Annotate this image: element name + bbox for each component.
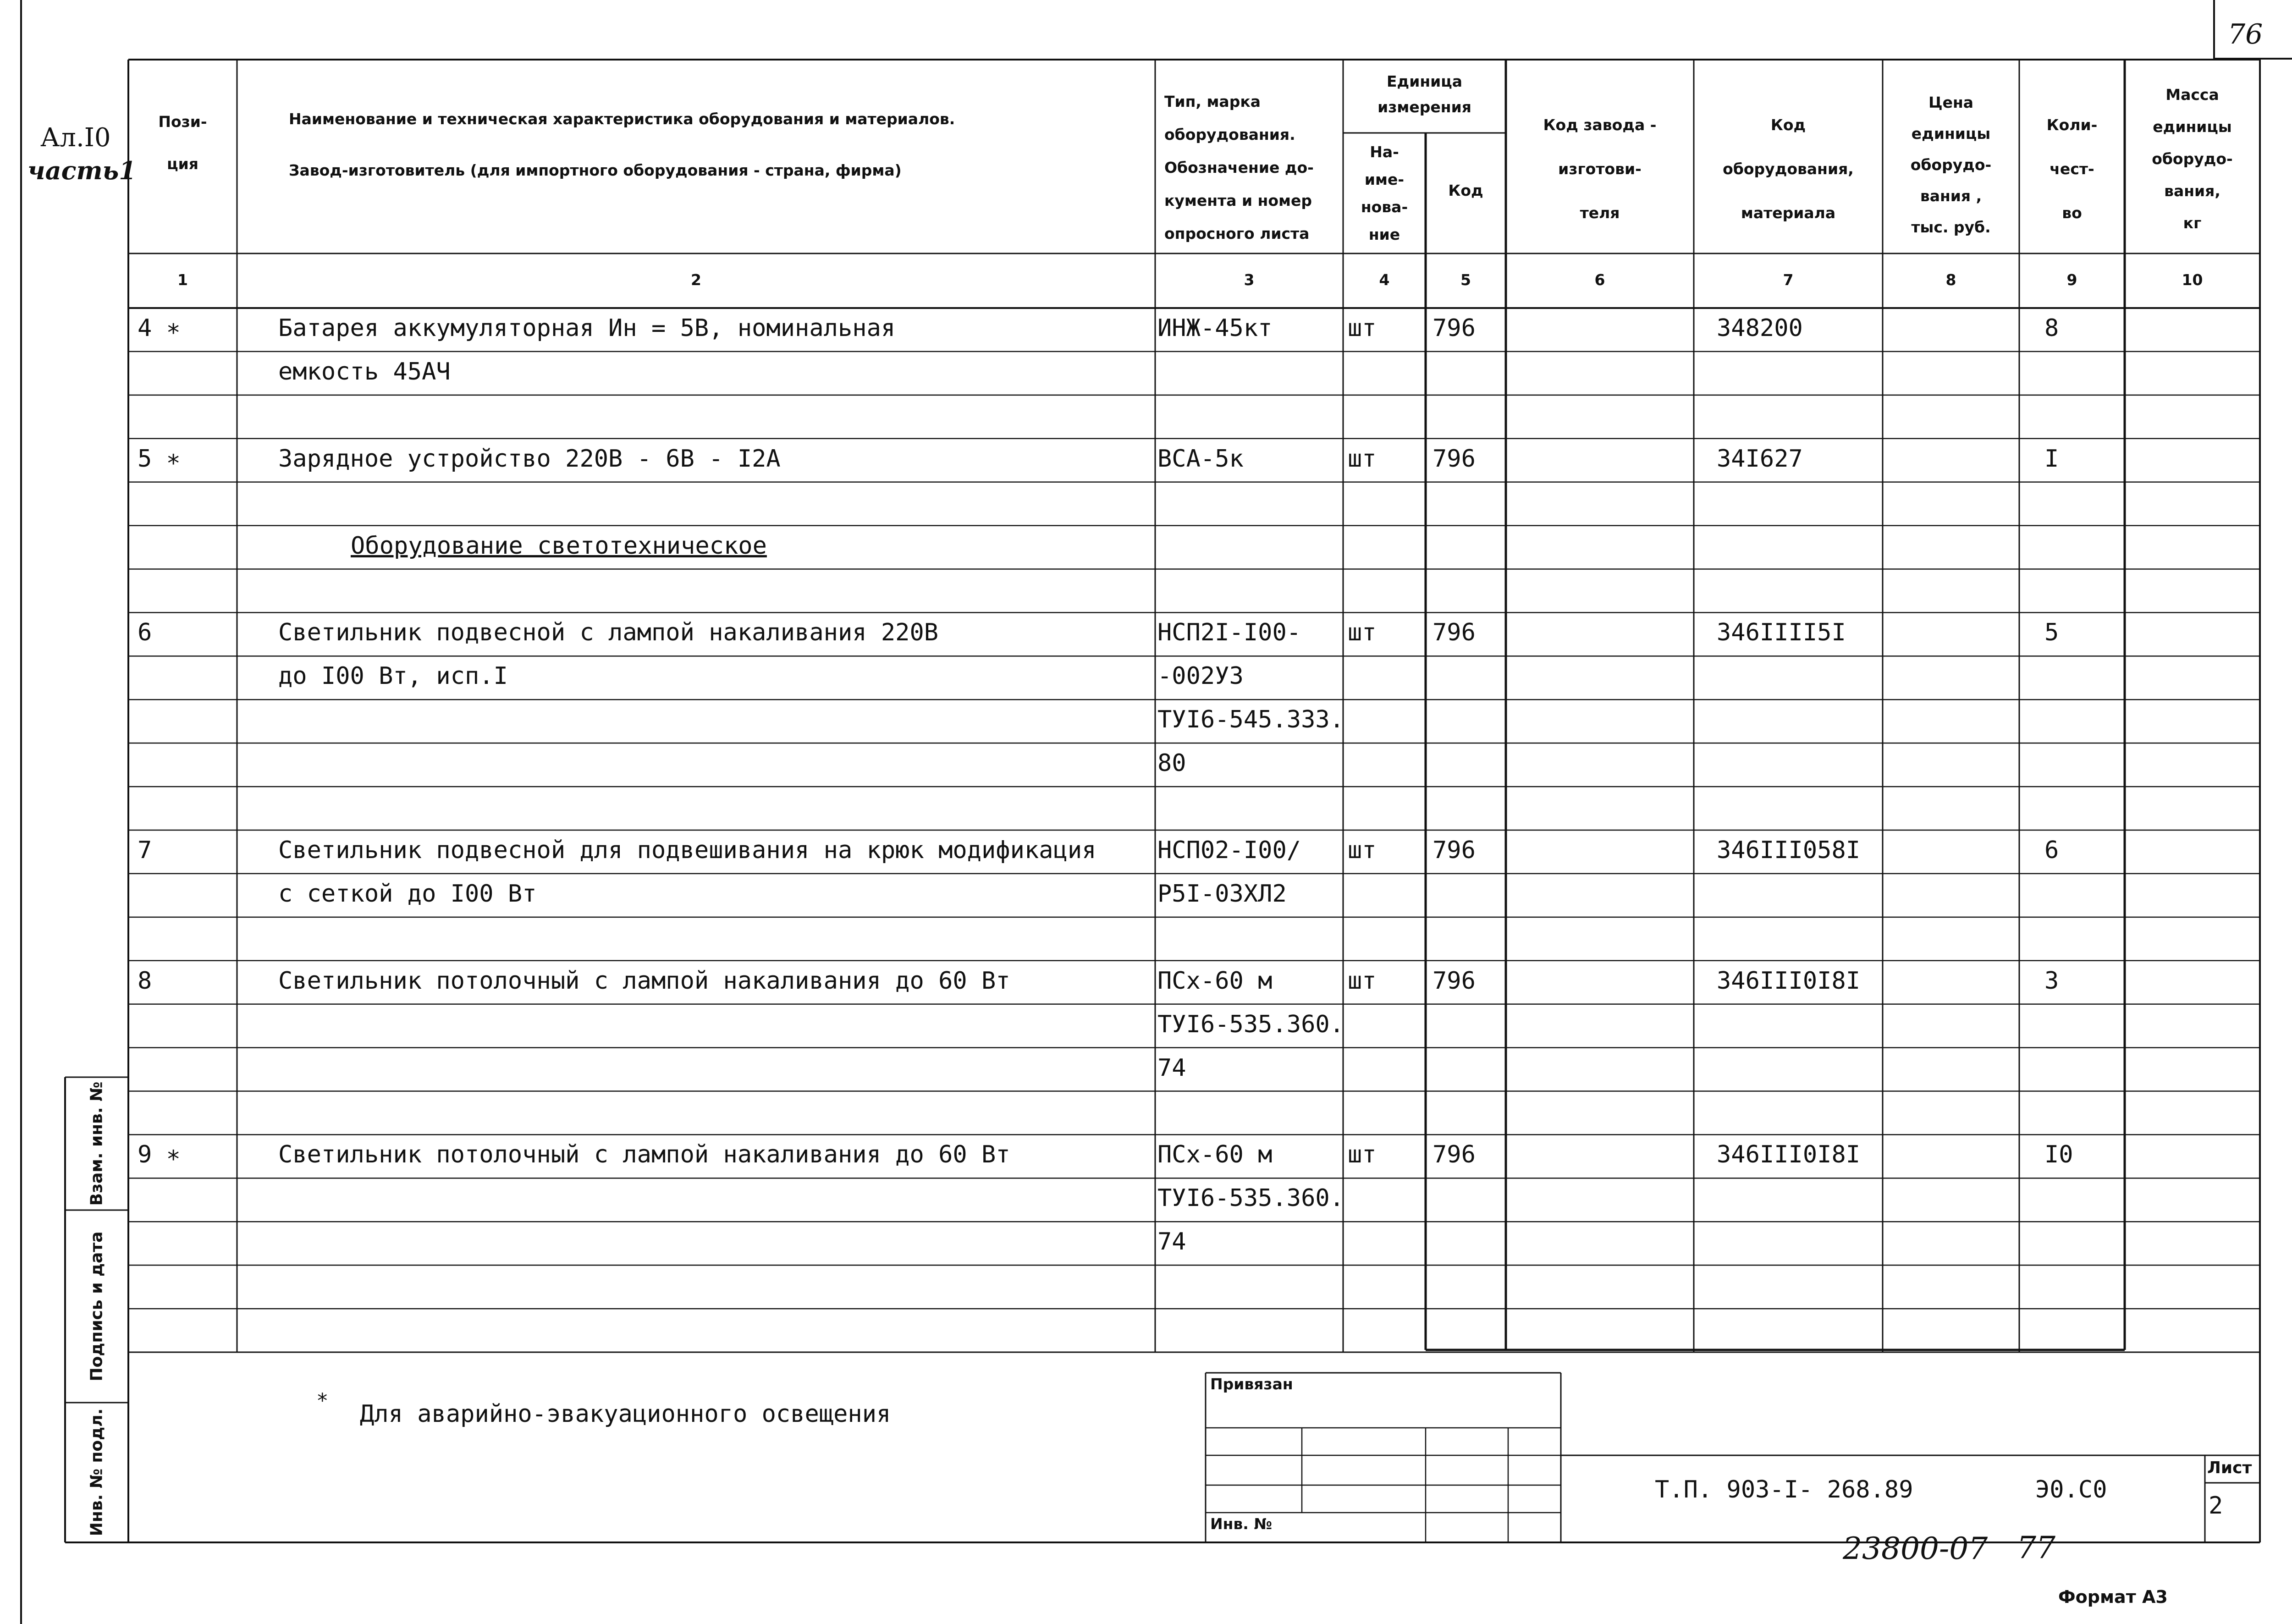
cell-item-name: Оборудование светотехническое [351, 532, 767, 560]
document-code: Т.П. 903-I- 268.89 [1655, 1476, 1913, 1503]
table-row [0, 874, 2292, 917]
cell-unit-name: шт [1348, 619, 1377, 647]
cell-type-mark: 74 [1157, 1228, 1186, 1256]
cell-type-mark: ТУI6-535.360. [1157, 1184, 1344, 1212]
header-price: Цена единицы оборудо- вания , тыс. руб. [1910, 94, 1992, 236]
column-number-7: 7 [1783, 271, 1794, 289]
cell-unit-code: 796 [1432, 619, 1476, 647]
header-name-line1: Наименование и техническая характеристика оборудования и материалов. [289, 110, 955, 128]
sheet-label: Лист [2207, 1459, 2252, 1477]
title-block-inv-no: Инв. № [1210, 1515, 1273, 1533]
table-row [0, 612, 2292, 656]
table-row [0, 308, 2292, 352]
cell-item-name: Светильник подвесной с лампой накаливания 220В [278, 619, 939, 647]
cell-position: 9 ∗ [138, 1141, 181, 1169]
document-suffix: Э0.С0 [2035, 1476, 2107, 1503]
cell-quantity: I [2044, 445, 2059, 473]
header-unit-name: На- име- нова- ние [1361, 143, 1408, 243]
stamp-replaced-inv: Взам. инв. № [87, 1081, 106, 1206]
cell-unit-name: шт [1348, 445, 1377, 473]
cell-position: 8 [138, 967, 152, 995]
cell-equipment-code: 346III0I8I [1717, 1141, 1861, 1169]
column-number-10: 10 [2182, 271, 2203, 289]
cell-type-mark: ИНЖ-45кт [1157, 314, 1273, 342]
cell-position: 7 [138, 837, 152, 864]
cell-unit-code: 796 [1432, 967, 1476, 995]
cell-unit-code: 796 [1432, 837, 1476, 864]
cell-type-mark: ТУI6-535.360. [1157, 1010, 1344, 1038]
cell-item-name: с сеткой до I00 Вт [278, 880, 537, 908]
cell-type-mark: 80 [1157, 749, 1186, 777]
sheet-value: 2 [2209, 1492, 2223, 1519]
table-row [0, 526, 2292, 569]
table-row [0, 1178, 2292, 1222]
cell-position: 5 ∗ [138, 445, 181, 473]
cell-unit-name: шт [1348, 1141, 1377, 1169]
table-row [0, 1004, 2292, 1048]
cell-type-mark: НСП02-I00/ [1157, 837, 1301, 864]
archive-number: 23800-07 [1843, 1531, 1988, 1566]
header-factory-code: Код завода - изготови- теля [1543, 116, 1657, 222]
cell-type-mark: ТУI6-545.333. [1157, 706, 1344, 734]
column-number-3: 3 [1244, 271, 1255, 289]
table-row [0, 961, 2292, 1004]
column-number-5: 5 [1460, 271, 1471, 289]
column-number-2: 2 [691, 271, 701, 289]
stamp-signature-date: Подпись и дата [87, 1231, 106, 1382]
table-row [0, 1134, 2292, 1178]
table-row [0, 1048, 2292, 1091]
cell-position: 4 ∗ [138, 314, 181, 342]
table-row [0, 439, 2292, 482]
table-row [0, 1091, 2292, 1135]
header-unit-group: Единица измерения [1377, 72, 1471, 116]
cell-type-mark: 74 [1157, 1054, 1186, 1082]
format-label: Формат А3 [2058, 1587, 2168, 1607]
cell-unit-name: шт [1348, 837, 1377, 864]
header-mass: Масса единицы оборудо- вания, кг [2152, 86, 2233, 232]
cell-type-mark: -002У3 [1157, 662, 1244, 690]
cell-quantity: 8 [2044, 314, 2059, 342]
column-number-6: 6 [1594, 271, 1605, 289]
sheet-number: 76 [2228, 18, 2263, 50]
table-row [0, 395, 2292, 439]
table-row [0, 743, 2292, 787]
cell-unit-code: 796 [1432, 314, 1476, 342]
table-row [0, 1265, 2292, 1309]
cell-item-name: Светильник потолочный с лампой накаливания до 60 Вт [278, 1141, 1010, 1169]
archive-page: 77 [2017, 1530, 2055, 1565]
header-position: Пози- ция [158, 113, 207, 173]
footnote-text: Для аварийно-эвакуационного освещения [360, 1400, 891, 1428]
cell-type-mark: ВСА-5к [1157, 445, 1244, 473]
part-label: часть1 [28, 156, 136, 185]
cell-equipment-code: 346III0I8I [1717, 967, 1861, 995]
header-equipment-code: Код оборудования, материала [1723, 116, 1854, 222]
table-row [0, 656, 2292, 699]
cell-equipment-code: 346III058I [1717, 837, 1861, 864]
cell-item-name: Зарядное устройство 220В - 6В - I2А [278, 445, 781, 473]
table-row [0, 699, 2292, 743]
album-label: Ал.I0 [40, 123, 111, 153]
cell-equipment-code: 34I627 [1717, 445, 1803, 473]
table-row [0, 787, 2292, 830]
cell-quantity: 3 [2044, 967, 2059, 995]
cell-equipment-code: 346IIII5I [1717, 619, 1846, 647]
header-unit-code: Код [1448, 182, 1483, 199]
cell-type-mark: Р5I-03ХЛ2 [1157, 880, 1287, 908]
column-number-9: 9 [2066, 271, 2077, 289]
column-number-1: 1 [177, 271, 188, 289]
cell-quantity: 5 [2044, 619, 2059, 647]
cell-unit-code: 796 [1432, 1141, 1476, 1169]
cell-unit-code: 796 [1432, 445, 1476, 473]
cell-position: 6 [138, 619, 152, 647]
cell-type-mark: ПСх-60 м [1157, 967, 1273, 995]
cell-type-mark: НСП2I-I00- [1157, 619, 1301, 647]
cell-quantity: 6 [2044, 837, 2059, 864]
table-row [0, 830, 2292, 874]
cell-item-name: Светильник потолочный с лампой накаливания до 60 Вт [278, 967, 1010, 995]
header-quantity: Коли- чест- во [2046, 116, 2098, 222]
table-row [0, 482, 2292, 526]
table-row [0, 917, 2292, 961]
title-block-privyazan: Привязан [1210, 1375, 1293, 1393]
table-row [0, 1222, 2292, 1265]
cell-unit-name: шт [1348, 314, 1377, 342]
table-row [0, 569, 2292, 613]
table-row [0, 352, 2292, 395]
cell-item-name: до I00 Вт, исп.I [278, 662, 508, 690]
cell-item-name: Батарея аккумуляторная Ин = 5В, номинальная [278, 314, 896, 342]
column-number-8: 8 [1945, 271, 1956, 289]
cell-item-name: емкость 45АЧ [278, 358, 451, 385]
cell-item-name: Светильник подвесной для подвешивания на крюк модификация [278, 837, 1096, 864]
cell-equipment-code: 348200 [1717, 314, 1803, 342]
header-name-line2: Завод-изготовитель (для импортного оборудования - страна, фирма) [289, 161, 902, 179]
cell-type-mark: ПСх-60 м [1157, 1141, 1273, 1169]
cell-unit-name: шт [1348, 967, 1377, 995]
header-type: Тип, марка оборудования. Обозначение до- кумента и номер опросного листа [1164, 93, 1314, 242]
stamp-original-inv: Инв. № подл. [87, 1408, 106, 1536]
footnote-mark: ∗ [316, 1385, 329, 1409]
cell-quantity: I0 [2044, 1141, 2073, 1169]
column-number-4: 4 [1379, 271, 1390, 289]
table-row [0, 1309, 2292, 1352]
